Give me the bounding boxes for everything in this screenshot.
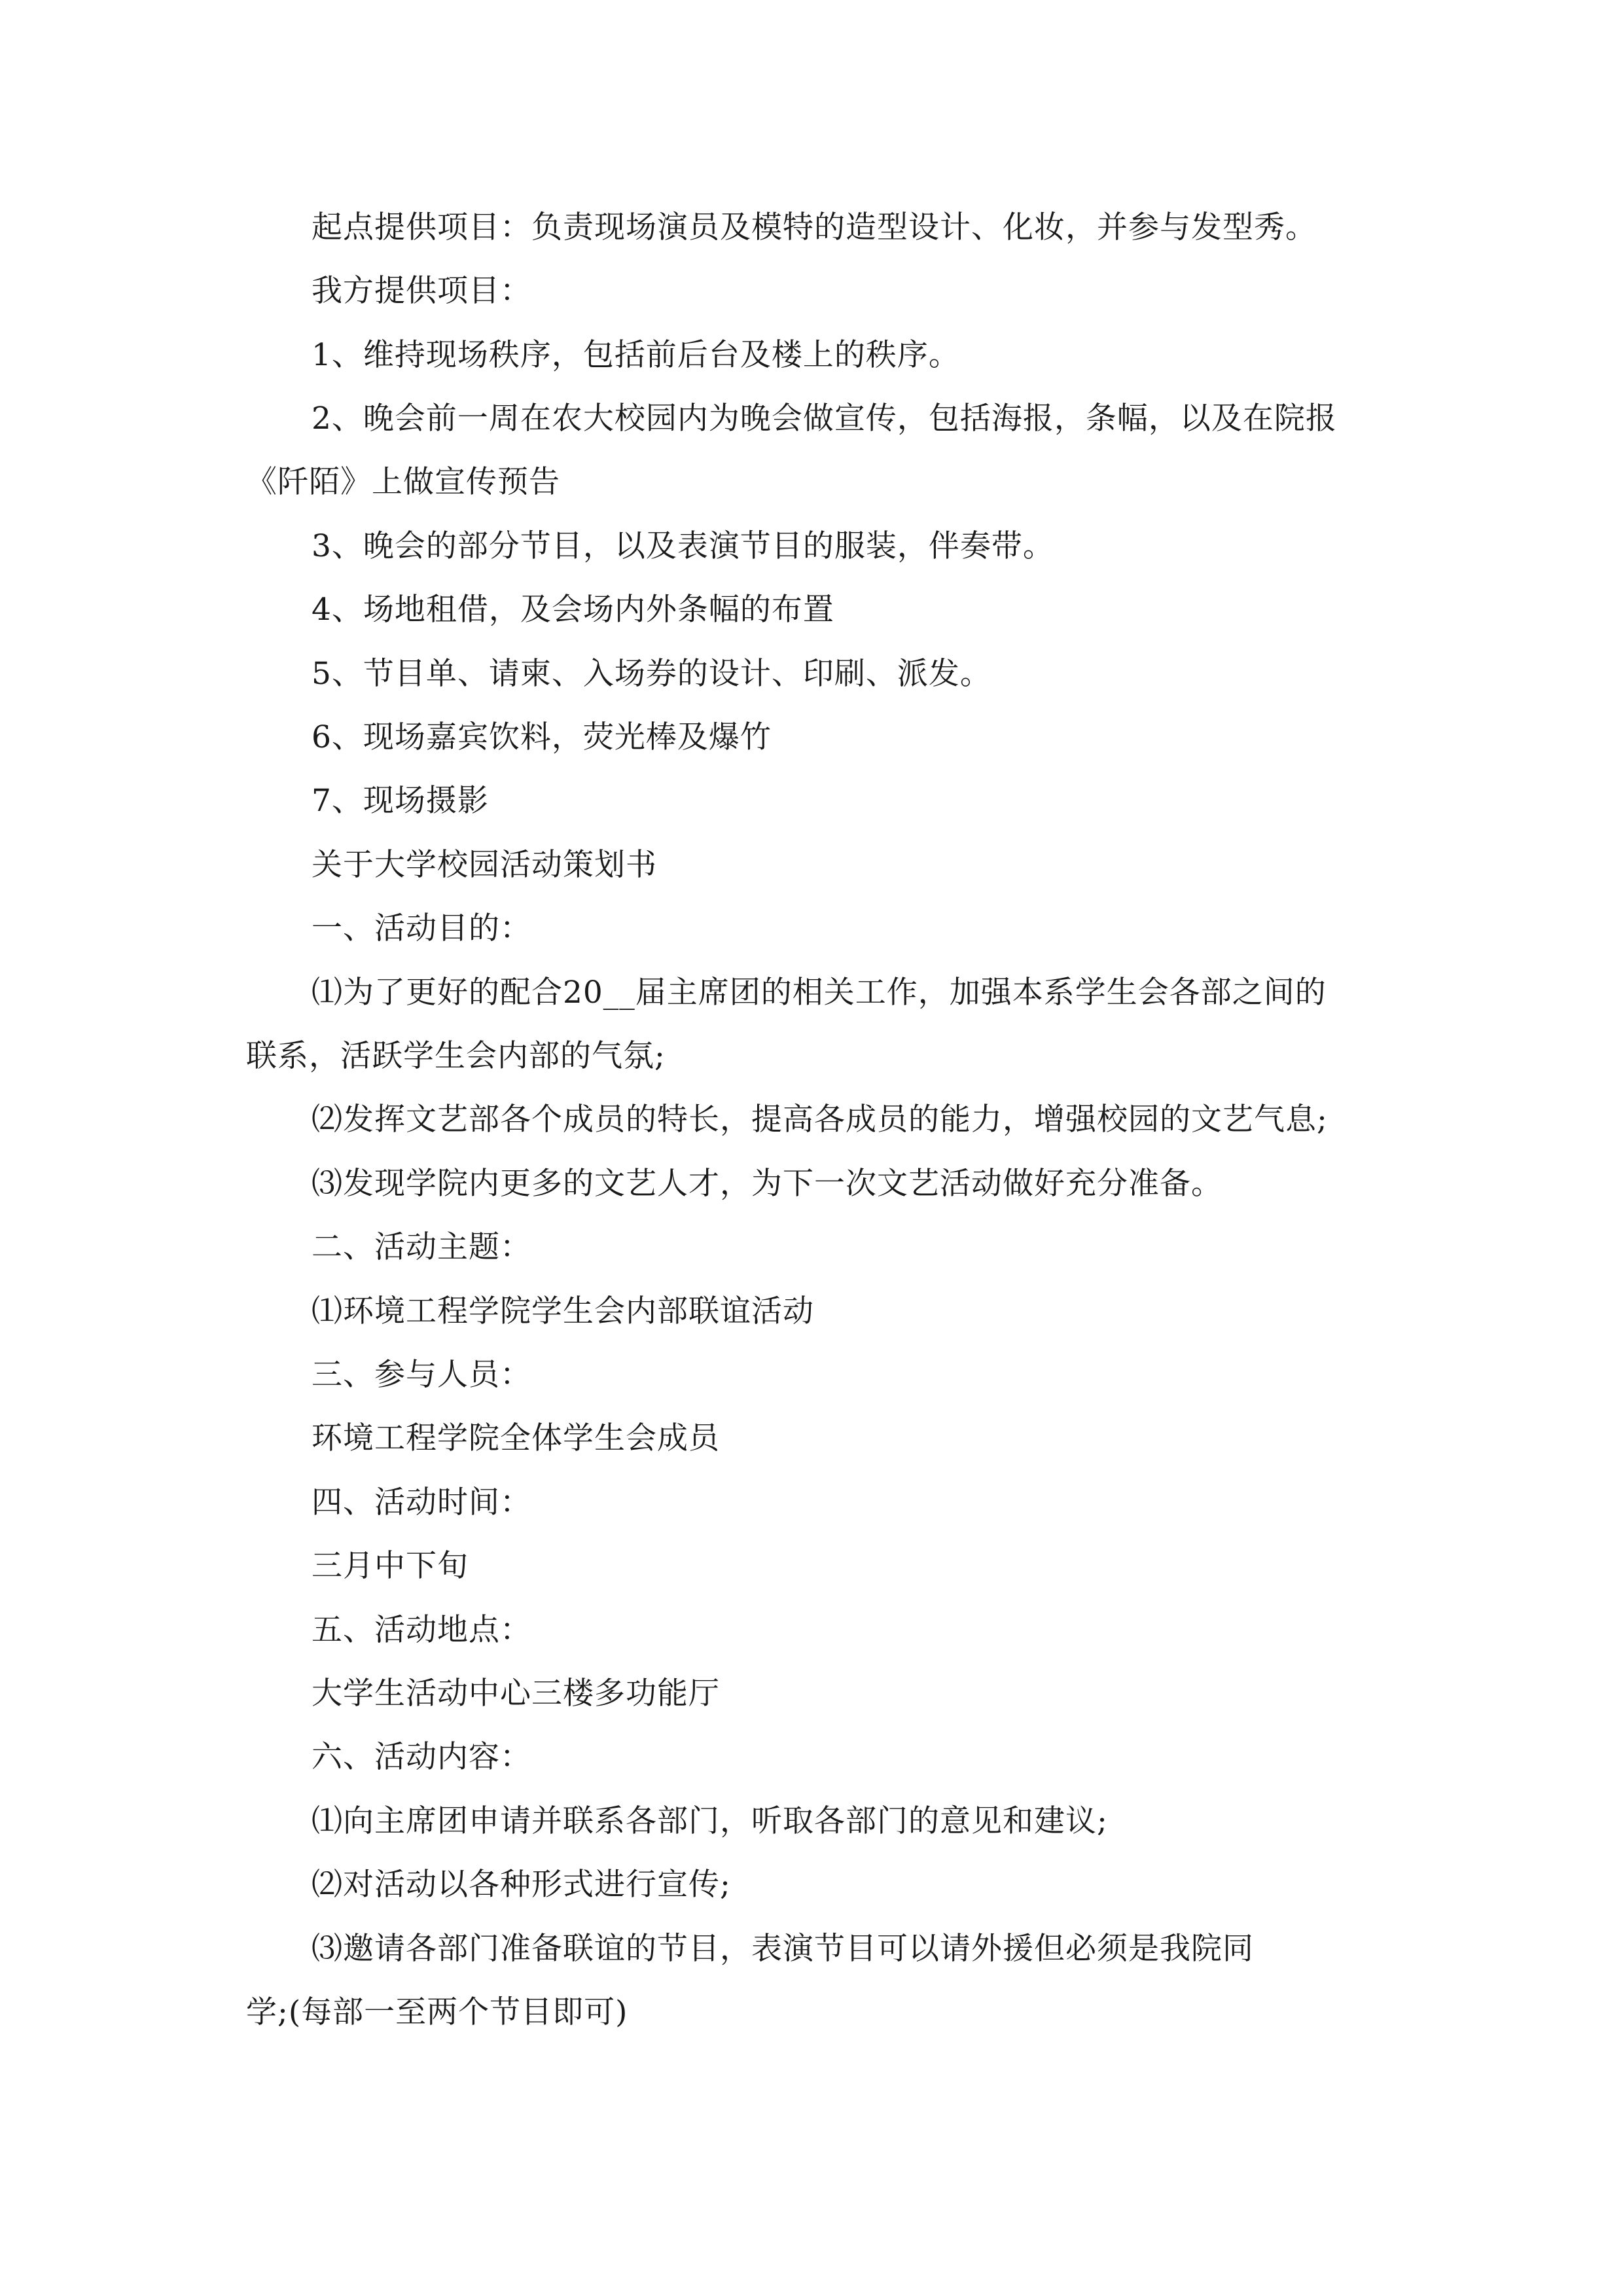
text-line: 2、晚会前一周在农大校园内为晚会做宣传，包括海报，条幅，以及在院报 — [312, 401, 1337, 437]
text-line: 环境工程学院全体学生会成员 — [312, 1420, 720, 1456]
heading: 五、活动地点： — [312, 1612, 531, 1648]
text-line: 三月中下旬 — [312, 1548, 469, 1584]
text-line: 5、节目单、请柬、入场券的设计、印刷、派发。 — [312, 656, 991, 692]
text-line: 大学生活动中心三楼多功能厅 — [312, 1676, 720, 1712]
heading: 三、参与人员： — [312, 1357, 531, 1393]
text-line: 我方提供项目： — [312, 273, 531, 309]
text-line: 联系，活跃学生会内部的气氛; — [246, 1038, 666, 1074]
text-line: ⑴为了更好的配合20__届主席团的相关工作，加强本系学生会各部之间的 — [312, 975, 1327, 1011]
heading: 一、活动目的： — [312, 910, 531, 946]
text-line: 起点提供项目：负责现场演员及模特的造型设计、化妆，并参与发型秀。 — [312, 209, 1317, 245]
text-line: 4、场地租借，及会场内外条幅的布置 — [312, 592, 834, 628]
heading: 六、活动内容： — [312, 1739, 531, 1775]
text-line: 3、晚会的部分节目，以及表演节目的服装，伴奏带。 — [312, 528, 1054, 564]
text-line: 《阡陌》上做宣传预告 — [246, 464, 560, 500]
text-line: ⑶邀请各部门准备联谊的节目，表演节目可以请外援但必须是我院同 — [312, 1931, 1254, 1967]
text-line: ⑴向主席团申请并联系各部门，听取各部门的意见和建议; — [312, 1803, 1108, 1839]
text-line: 1、维持现场秩序，包括前后台及楼上的秩序。 — [312, 337, 960, 373]
text-line: ⑴环境工程学院学生会内部联谊活动 — [312, 1293, 814, 1329]
text-line: 7、现场摄影 — [312, 783, 489, 819]
text-line: ⑶发现学院内更多的文艺人才，为下一次文艺活动做好充分准备。 — [312, 1166, 1222, 1202]
text-line: ⑵对活动以各种形式进行宣传; — [312, 1867, 731, 1903]
section-title: 关于大学校园活动策划书 — [312, 847, 657, 883]
text-line: ⑵发挥文艺部各个成员的特长，提高各成员的能力，增强校园的文艺气息; — [312, 1102, 1328, 1138]
heading: 二、活动主题： — [312, 1229, 531, 1265]
text-line: 学;(每部一至两个节目即可) — [246, 1994, 628, 2030]
heading: 四、活动时间： — [312, 1484, 531, 1520]
text-line: 6、现场嘉宾饮料，荧光棒及爆竹 — [312, 719, 772, 755]
